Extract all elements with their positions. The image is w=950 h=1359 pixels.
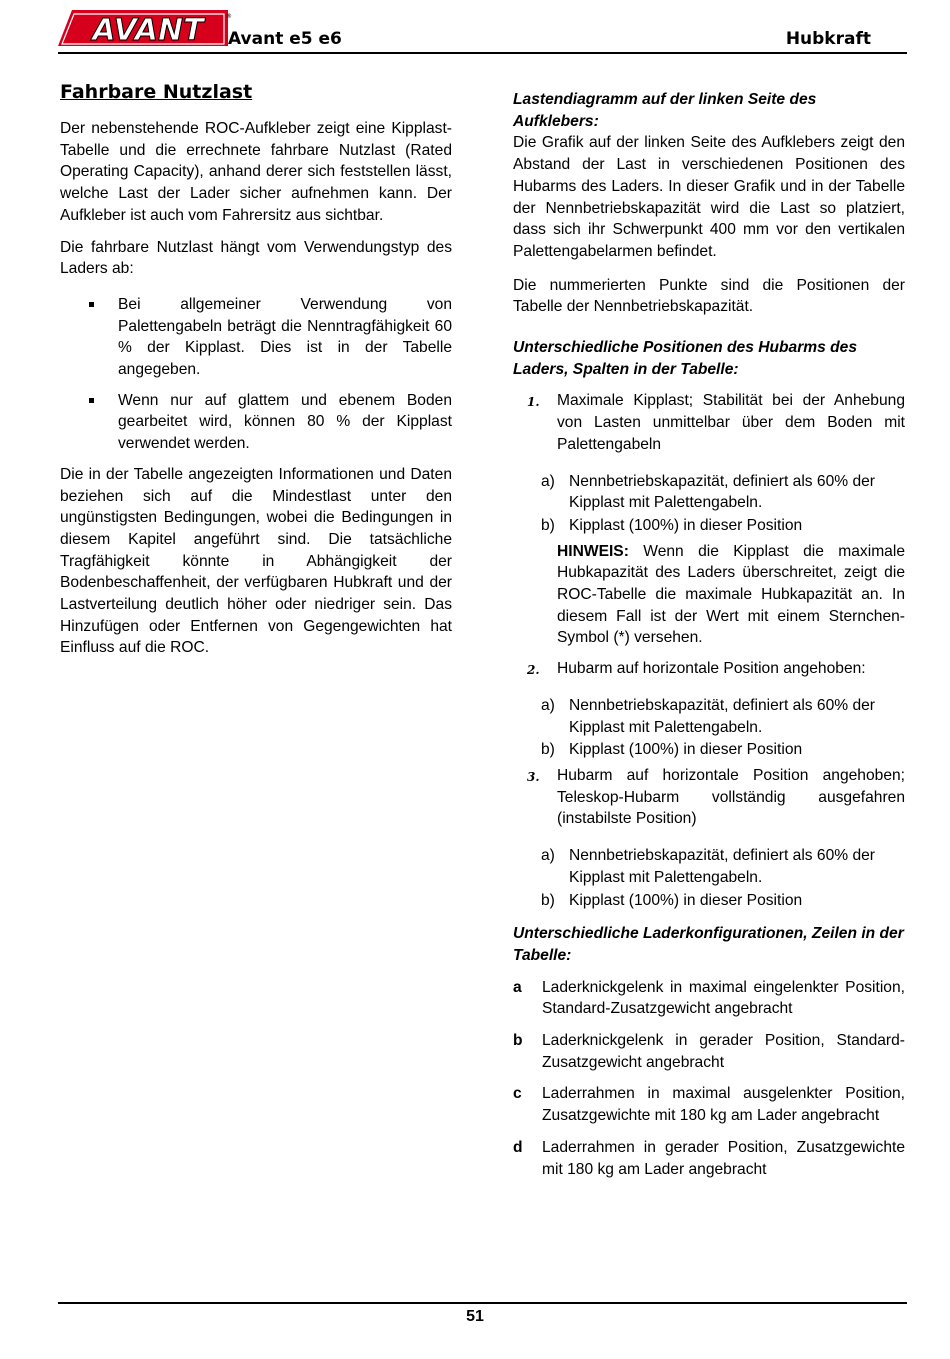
subheading-configurations: Unterschiedliche Laderkonfigurationen, Zeilen in der Tabelle:	[513, 925, 904, 964]
sub-item-text: Kipplast (100%) in dieser Position	[569, 516, 803, 534]
list-item-text: Bei allgemeiner Verwendung von Palettengabeln beträgt die Nenntragfähigkeit 60 % der Kipplast. Dies ist in der Tabelle angegeben.	[118, 295, 452, 379]
sub-item-letter: a)	[541, 696, 555, 714]
sub-item-letter: a)	[541, 847, 555, 865]
footer-rule	[58, 1302, 907, 1304]
section-title: Hubkraft	[785, 29, 871, 49]
config-text: Laderrahmen in gerader Position, Zusatzgewichte mit 180 kg am Lader angebracht	[542, 1138, 905, 1178]
config-item	[513, 1083, 905, 1126]
avant-logo-graphic	[58, 8, 232, 48]
sub-item-text: Kipplast (100%) in dieser Position	[569, 741, 803, 759]
config-label: c	[513, 1085, 522, 1103]
list-item-text: Wenn nur auf glattem und ebenem Boden gearbeitet wird, können 80 % der Kipplast verwendet werden.	[118, 391, 452, 453]
config-text: Laderknickgelenk in gerader Position, Standard-Zusatzgewicht angebracht	[542, 1032, 905, 1071]
position-number: 1.	[527, 395, 540, 410]
usage-list	[60, 294, 452, 455]
paragraph-usage: Die fahrbare Nutzlast hängt vom Verwendungstyp des Laders ab:	[60, 238, 452, 278]
svg-text:®: ®	[226, 13, 232, 20]
sub-item	[513, 471, 905, 514]
config-item	[513, 977, 905, 1020]
config-label: a	[513, 978, 522, 996]
config-text: Laderrahmen in maximal ausgelenkter Position, Zusatzgewichte mit 180 kg am Lader angebracht	[542, 1085, 905, 1125]
config-label: b	[513, 1032, 523, 1050]
config-text: Laderknickgelenk in maximal eingelenkter Position, Standard-Zusatzgewicht angebracht	[542, 978, 905, 1018]
header-rule	[58, 52, 907, 54]
paragraph-load-diagram: Die Grafik auf der linken Seite des Aufklebers zeigt den Abstand der Last in verschiedenen Positionen des Hubarms des Laders. In dieser Grafik und in der Tabelle der Nennbetriebskapazität wird die Last so platziert, dass sich ihr Schwerpunkt 400 mm vor den vertikalen Palettengabelarmen befindet.	[513, 134, 905, 260]
page-number: 51	[466, 1308, 484, 1325]
position-text: Hubarm auf horizontale Position angehoben; Teleskop-Hubarm vollständig ausgefahren (instabilste Position)	[557, 766, 905, 828]
sub-item-text: Kipplast (100%) in dieser Position	[569, 891, 803, 909]
position-number: 2.	[527, 663, 540, 678]
sub-item	[513, 695, 905, 738]
sub-item-text: Nennbetriebskapazität, definiert als 60% der Kipplast mit Palettengabeln.	[569, 472, 875, 512]
paragraph-intro: Der nebenstehende ROC-Aufkleber zeigt eine Kipplast-Tabelle und die errechnete fahrbare Nutzlast (Rated Operating Capacity), anhand derer sich feststellen lässt, welche Last der Lader sicher aufnehmen kann. Der Aufkleber ist auch vom Fahrersitz aus sichtbar.	[60, 120, 452, 224]
sub-item	[513, 890, 905, 912]
model-name: Avant e5 e6	[228, 29, 342, 49]
bullet-icon	[89, 302, 94, 307]
position-item	[513, 390, 905, 455]
sub-item-letter: b)	[541, 741, 555, 759]
config-label: d	[513, 1138, 523, 1156]
page-header	[58, 8, 907, 54]
position-item	[513, 658, 905, 680]
sub-item	[513, 845, 905, 888]
position-text: Maximale Kipplast; Stabilität bei der Anhebung von Lasten unmittelbar über dem Boden mit Palettengabeln	[557, 392, 905, 453]
paragraph-data-info: Die in der Tabelle angezeigten Informationen und Daten beziehen sich auf die Mindestlast unter den ungünstigsten Bedingungen, wobei die Bedingungen in diesem Kapitel angeführt sind. Die tatsächliche Tragfähigkeit könnte in Abhängigkeit der Bodenbeschaffenheit, der verfügbaren Hubkraft und der Lastverteilung deutlich höher oder niedriger sein. Das Hinzufügen oder Entfernen von Gegengewichten hat Einfluss auf die ROC.	[60, 465, 452, 657]
bullet-icon	[89, 398, 94, 403]
sub-item-text: Nennbetriebskapazität, definiert als 60% der Kipplast mit Palettengabeln.	[569, 696, 875, 736]
paragraph-points: Die nummerierten Punkte sind die Positionen der Tabelle der Nennbetriebskapazität.	[513, 276, 905, 316]
config-item	[513, 1137, 905, 1180]
config-item	[513, 1030, 905, 1073]
avant-logo	[58, 8, 232, 48]
subheading-positions: Unterschiedliche Positionen des Hubarms des Laders, Spalten in der Tabelle:	[513, 339, 858, 378]
page-heading: Fahrbare Nutzlast	[60, 81, 253, 103]
note-label: HINWEIS:	[557, 542, 629, 560]
note-text: Wenn die Kipplast die maximale Hubkapazität des Laders überschreitet, zeigt die ROC-Tabelle die maximale Hubkapazität an. In diesem Fall ist der Wert mit einem Sternchen-Symbol (*) versehen.	[557, 542, 905, 647]
sub-item-text: Nennbetriebskapazität, definiert als 60% der Kipplast mit Palettengabeln.	[569, 847, 875, 886]
sub-item-letter: b)	[541, 516, 555, 534]
sub-item-letter: b)	[541, 891, 555, 909]
sub-item	[513, 739, 905, 761]
list-item	[60, 390, 452, 455]
right-column	[513, 80, 905, 1190]
svg-text:AVANT: AVANT	[92, 13, 204, 48]
sub-item	[513, 515, 905, 537]
left-column	[60, 80, 452, 659]
subheading-load-diagram: Lastendiagramm auf der linken Seite des Aufklebers:	[513, 91, 817, 130]
position-item	[513, 765, 905, 830]
position-number: 3.	[527, 769, 540, 784]
position-text: Hubarm auf horizontale Position angehoben:	[557, 660, 866, 678]
note	[513, 541, 905, 650]
list-item	[60, 294, 452, 381]
sub-item-letter: a)	[541, 472, 555, 490]
